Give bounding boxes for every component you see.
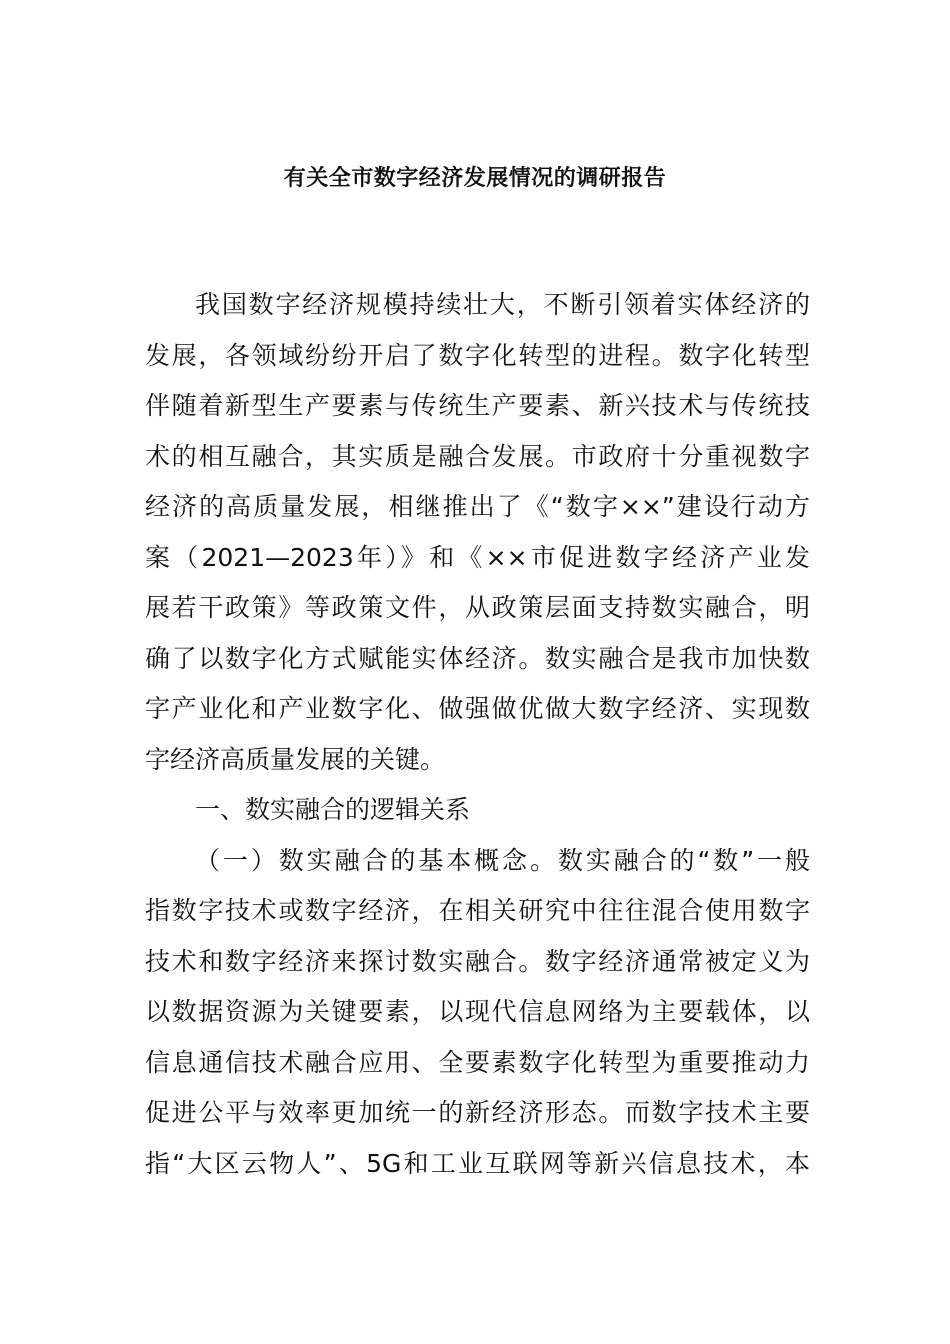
paragraph-line: 确了以数字化方式赋能实体经济。数实融合是我市加快数	[145, 643, 810, 673]
paragraph-line: 技术和数字经济来探讨数实融合。数字经济通常被定义为	[145, 946, 810, 976]
paragraph-line: 信息通信技术融合应用、全要素数字化转型为重要推动力	[145, 1047, 810, 1077]
paragraph-line: 字经济高质量发展的关键。	[145, 744, 446, 774]
section-heading: 一、数实融合的逻辑关系	[195, 795, 471, 824]
paragraph-line: 字产业化和产业数字化、做强做优做大数字经济、实现数	[145, 694, 810, 723]
paragraph-line: 发展，各领域纷纷开启了数字化转型的进程。数字化转型	[145, 340, 810, 370]
paragraph-line: （一）数实融合的基本概念。数实融合的“数”一般	[195, 845, 810, 875]
paragraph-line: 我国数字经济规模持续壮大，不断引领着实体经济的	[195, 290, 810, 319]
paragraph-line: 指“大区云物人”、5G和工业互联网等新兴信息技术，本	[145, 1148, 810, 1178]
paragraph-line: 经济的高质量发展，相继推出了《“数字××”建设行动方	[145, 492, 810, 521]
paragraph-line: 展若干政策》等政策文件，从政策层面支持数实融合，明	[145, 593, 810, 622]
paragraph-line: 伴随着新型生产要素与传统生产要素、新兴技术与传统技	[145, 391, 810, 420]
paragraph-line: 指数字技术或数字经济，在相关研究中往往混合使用数字	[145, 896, 810, 925]
document-title: 有关全市数字经济发展情况的调研报告	[283, 166, 667, 191]
paragraph-line: 促进公平与效率更加统一的新经济形态。而数字技术主要	[145, 1098, 810, 1127]
paragraph-line: 术的相互融合，其实质是融合发展。市政府十分重视数字	[145, 441, 810, 471]
document-body	[145, 280, 810, 1189]
paragraph-line: 以数据资源为关键要素，以现代信息网络为主要载体，以	[145, 997, 810, 1026]
paragraph-line: 案（2021—2023年）》和《××市促进数字经济产业发	[145, 542, 810, 572]
